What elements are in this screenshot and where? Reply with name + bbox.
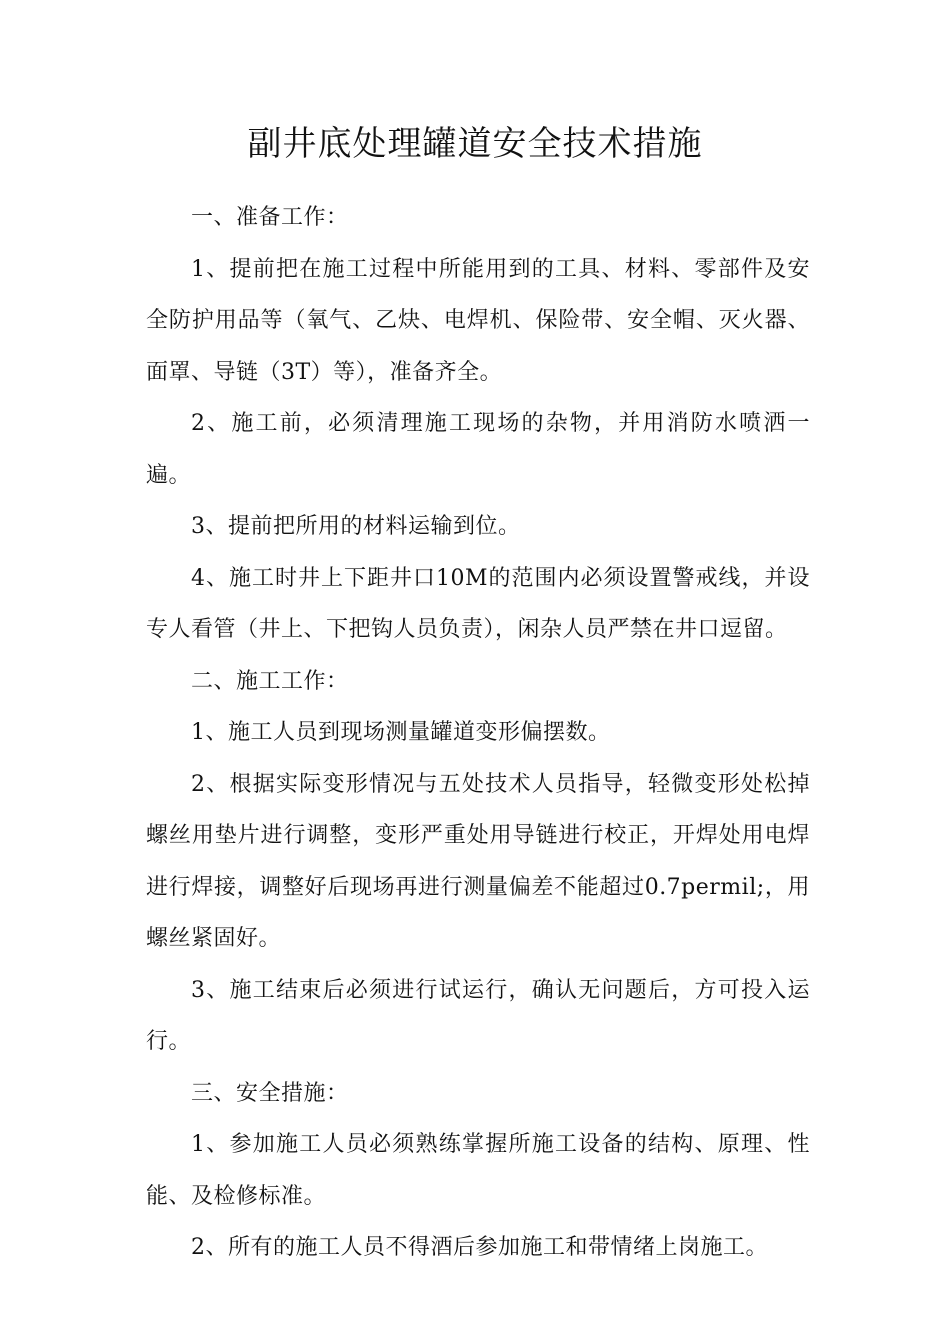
paragraph-construction-item-2: 2、根据实际变形情况与五处技术人员指导，轻微变形处松掉螺丝用垫片进行调整，变形严重处用导链进行校正，开焊处用电焊进行焊接，调整好后现场再进行测量偏差不能超过0.7permil;，用螺丝紧固好。	[146, 771, 810, 951]
section-heading-safety: 三、安全措施：	[191, 1080, 349, 1106]
paragraph-prep-item-3: 3、提前把所用的材料运输到位。	[191, 514, 521, 539]
paragraph-prep-item-2: 2、施工前，必须清理施工现场的杂物，并用消防水喷洒一遍。	[146, 411, 810, 488]
section-heading-preparation: 一、准备工作：	[191, 205, 349, 230]
paragraph-prep-item-4: 4、施工时井上下距井口10M的范围内必须设置警戒线，并设专人看管（井上、下把钩人员负责），闲杂人员严禁在井口逗留。	[146, 565, 810, 642]
document-title: 副井底处理罐道安全技术措施	[247, 124, 703, 164]
paragraph-safety-item-2: 2、所有的施工人员不得酒后参加施工和带情绪上岗施工。	[191, 1235, 768, 1260]
paragraph-prep-item-1: 1、提前把在施工过程中所能用到的工具、材料、零部件及安全防护用品等（氧气、乙炔、电焊机、保险带、安全帽、灭火器、面罩、导链（3T）等），准备齐全。	[146, 256, 810, 385]
document-body	[146, 192, 810, 1274]
section-heading-construction: 二、施工工作：	[191, 668, 349, 694]
paragraph-construction-item-1: 1、施工人员到现场测量罐道变形偏摆数。	[191, 720, 611, 745]
paragraph-construction-item-3: 3、施工结束后必须进行试运行，确认无问题后，方可投入运行。	[146, 977, 810, 1054]
paragraph-safety-item-1: 1、参加施工人员必须熟练掌握所施工设备的结构、原理、性能、及检修标准。	[146, 1132, 810, 1209]
